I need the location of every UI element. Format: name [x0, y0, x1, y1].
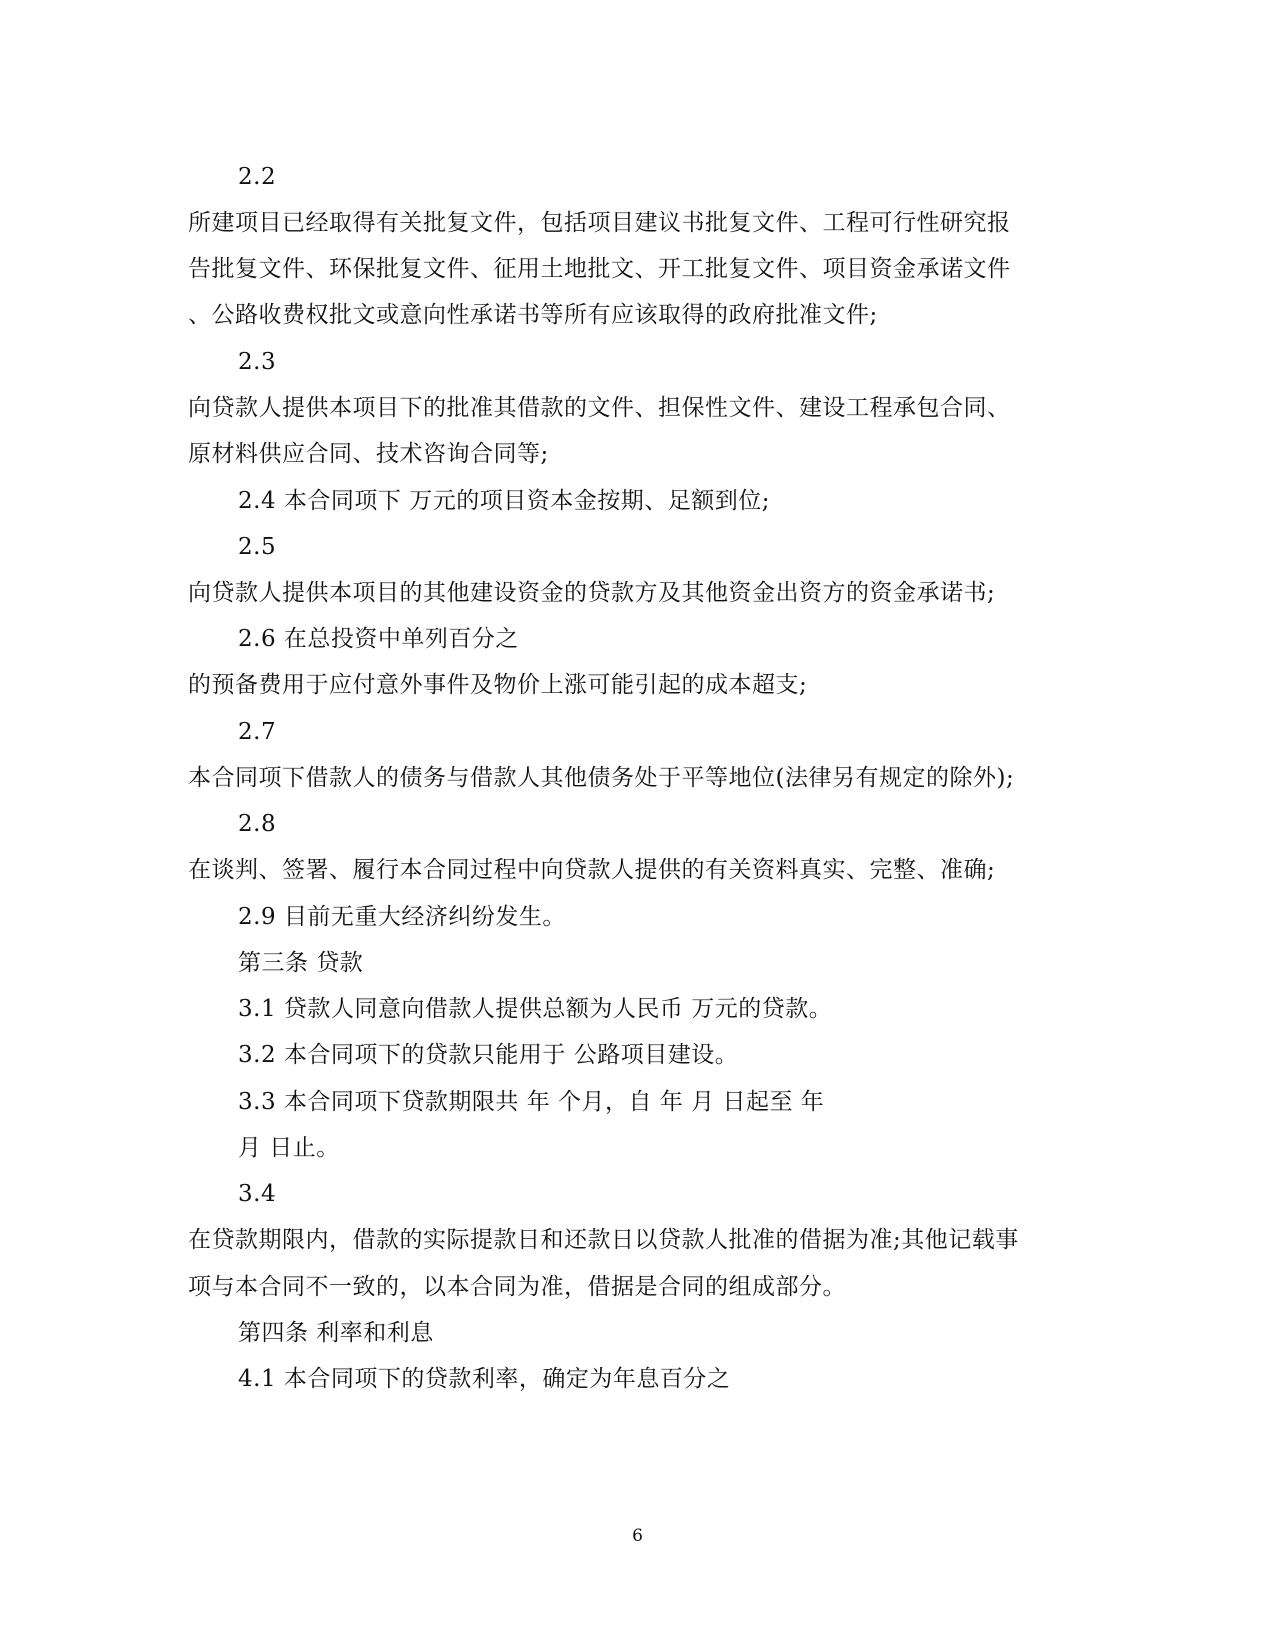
article-4-heading: 第四条 利率和利息 — [238, 1320, 434, 1346]
clause-2-3-number: 2.3 — [238, 349, 277, 375]
clause-2-9: 2.9 目前无重大经济纠纷发生。 — [238, 904, 566, 930]
clause-2-7-text: 本合同项下借款人的债务与借款人其他债务处于平等地位(法律另有规定的除外); — [188, 765, 1015, 791]
clause-2-5-text: 向贷款人提供本项目的其他建设资金的贷款方及其他资金出资方的资金承诺书; — [188, 580, 996, 606]
clause-3-3-line-2: 月 日止。 — [238, 1135, 340, 1161]
clause-2-2-text-line-3: 、公路收费权批文或意向性承诺书等所有应该取得的政府批准文件; — [188, 302, 878, 328]
clause-2-2-text-line-2: 告批复文件、环保批复文件、征用土地批文、开工批复文件、项目资金承诺文件 — [188, 256, 1011, 282]
clause-3-4-number: 3.4 — [238, 1181, 277, 1207]
clause-2-3-text-line-2: 原材料供应合同、技术咨询合同等; — [188, 441, 549, 467]
clause-3-4-text-line-1: 在贷款期限内，借款的实际提款日和还款日以贷款人批准的借据为准;其他记载事 — [188, 1227, 1019, 1253]
clause-3-1: 3.1 贷款人同意向借款人提供总额为人民币 万元的贷款。 — [238, 996, 833, 1022]
clause-2-5-number: 2.5 — [238, 534, 277, 560]
clause-2-2-number: 2.2 — [238, 164, 277, 190]
clause-2-2-text-line-1: 所建项目已经取得有关批复文件，包括项目建议书批复文件、工程可行性研究报 — [188, 210, 1011, 236]
clause-3-4-text-line-2: 项与本合同不一致的，以本合同为准，借据是合同的组成部分。 — [188, 1274, 846, 1300]
clause-3-3-line-1: 3.3 本合同项下贷款期限共 年 个月，自 年 月 日起至 年 — [238, 1089, 825, 1115]
clause-2-6-line-1: 2.6 在总投资中单列百分之 — [238, 626, 519, 652]
clause-2-8-number: 2.8 — [238, 811, 277, 837]
clause-2-8-text: 在谈判、签署、履行本合同过程中向贷款人提供的有关资料真实、完整、准确; — [188, 857, 996, 883]
clause-3-2: 3.2 本合同项下的贷款只能用于 公路项目建设。 — [238, 1042, 739, 1068]
page-number: 6 — [632, 1526, 643, 1546]
article-3-heading: 第三条 贷款 — [238, 950, 364, 976]
clause-2-4: 2.4 本合同项下 万元的项目资本金按期、足额到位; — [238, 488, 770, 514]
clause-2-3-text-line-1: 向贷款人提供本项目下的批准其借款的文件、担保性文件、建设工程承包合同、 — [188, 395, 1011, 421]
clause-2-6-line-2: 的预备费用于应付意外事件及物价上涨可能引起的成本超支; — [188, 672, 808, 698]
clause-4-1: 4.1 本合同项下的贷款利率，确定为年息百分之 — [238, 1366, 731, 1392]
clause-2-7-number: 2.7 — [238, 719, 277, 745]
